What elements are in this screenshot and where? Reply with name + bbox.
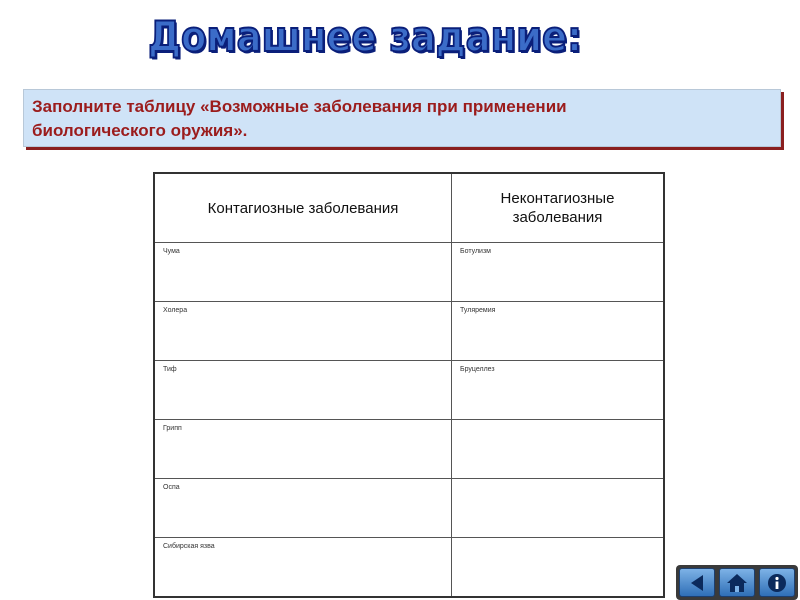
task-box	[23, 89, 781, 147]
navigation-bar	[676, 565, 798, 600]
cell-contagious: Тиф	[154, 361, 452, 420]
cell-noncontagious: Туляремия	[452, 302, 665, 361]
home-icon	[725, 572, 749, 594]
back-button[interactable]	[679, 568, 715, 597]
cell-noncontagious: Ботулизм	[452, 243, 665, 302]
table-row	[154, 302, 664, 361]
cell-contagious: Грипп	[154, 420, 452, 479]
cell-noncontagious	[452, 538, 665, 598]
table-row	[154, 361, 664, 420]
table-row	[154, 243, 664, 302]
cell-noncontagious: Бруцеллез	[452, 361, 665, 420]
cell-contagious: Оспа	[154, 479, 452, 538]
table-row	[154, 479, 664, 538]
back-arrow-icon	[686, 572, 708, 594]
diseases-table	[153, 172, 665, 598]
task-line-2: биологического оружия».	[32, 121, 248, 140]
table-row	[154, 538, 664, 598]
header-contagious: Контагиозные заболевания	[154, 173, 452, 243]
cell-contagious: Холера	[154, 302, 452, 361]
table-row	[154, 420, 664, 479]
task-line-1: Заполните таблицу «Возможные заболевания при применении	[32, 97, 567, 116]
cell-contagious: Чума	[154, 243, 452, 302]
info-button[interactable]	[759, 568, 795, 597]
info-icon	[766, 572, 788, 594]
home-button[interactable]	[719, 568, 755, 597]
page-title: Домашнее задание:	[148, 12, 582, 61]
cell-noncontagious	[452, 479, 665, 538]
cell-noncontagious	[452, 420, 665, 479]
cell-contagious: Сибирская язва	[154, 538, 452, 598]
table-header-row	[154, 173, 664, 243]
header-noncontagious: Неконтагиозные заболевания	[452, 173, 665, 243]
